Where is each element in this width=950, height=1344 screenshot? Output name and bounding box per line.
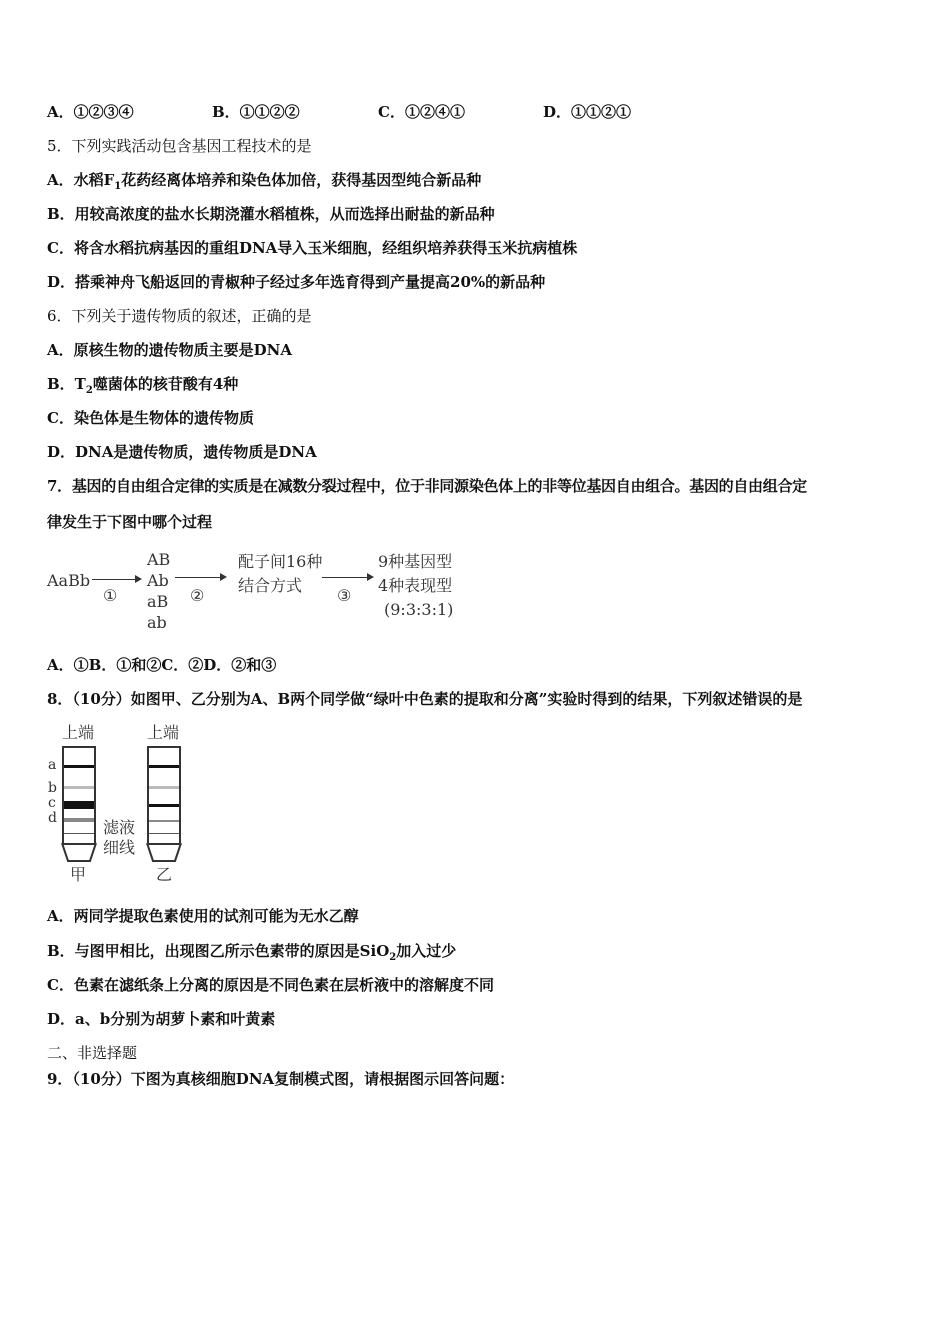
q8-b-text2: 加入过少 xyxy=(396,942,457,960)
q7-stem-line2: 律发生于下图中哪个过程 xyxy=(47,513,213,531)
q8-b-text: B．与图甲相比，出现图乙所示色素带的原因是SiO xyxy=(47,942,390,960)
strip-name: 乙 xyxy=(156,865,173,884)
q6-b-text: B．T xyxy=(47,375,86,393)
q6-option-c: C．染色体是生物体的遗传物质 xyxy=(47,409,254,427)
section-heading: 二、非选择题 xyxy=(47,1044,138,1062)
filter-line-label2: 细线 xyxy=(103,838,136,857)
q6-b-text2: 噬菌体的核苷酸有4种 xyxy=(92,375,239,393)
step-2: ② xyxy=(190,586,205,605)
q5-option-c: C．将含水稻抗病基因的重组DNA导入玉米细胞，经组织培养获得玉米抗病植株 xyxy=(47,239,578,257)
result-line3: (9:3:3:1) xyxy=(384,600,454,619)
q9-stem: 9．（10分）下图为真核细胞DNA复制模式图，请根据图示回答问题： xyxy=(47,1070,515,1088)
q5-option-a xyxy=(47,170,481,197)
q8-stem xyxy=(47,689,802,709)
q5-a-text: A．水稻F xyxy=(47,171,115,189)
q5-option-d: D．搭乘神舟飞船返回的青椒种子经过多年选育得到产量提高20%的新品种 xyxy=(47,273,546,291)
step-1: ① xyxy=(103,586,118,605)
strip-yi xyxy=(147,746,181,845)
q5-stem: 5．下列实践活动包含基因工程技术的是 xyxy=(47,137,312,155)
q4-option-b: B．①①②② xyxy=(212,103,300,121)
q5-option-b: B．用较高浓度的盐水长期浇灌水稻植株，从而选择出耐盐的新品种 xyxy=(47,205,495,223)
filter-line-label1: 滤液 xyxy=(103,818,136,837)
top-label: 上端 xyxy=(147,723,180,742)
q7-options: A．①B．①和②C．②D．②和③ xyxy=(47,656,277,674)
gamete: AB xyxy=(147,550,171,569)
q4-option-a: A．①②③④ xyxy=(47,103,134,121)
q8-option-d: D．a、b分别为胡萝卜素和叶黄素 xyxy=(47,1010,276,1028)
gamete: aB xyxy=(147,592,169,611)
q4-option-c: C．①②④① xyxy=(378,103,465,121)
gamete: ab xyxy=(147,613,167,632)
band-label: b xyxy=(48,780,57,796)
combo-line2: 结合方式 xyxy=(238,576,303,595)
q8-b-sub: 2 xyxy=(389,952,397,963)
q6-b-sub: 2 xyxy=(85,385,93,396)
band-label: c xyxy=(48,795,56,811)
strip-name: 甲 xyxy=(70,865,87,884)
q8-option-c: C．色素在滤纸条上分离的原因是不同色素在层析液中的溶解度不同 xyxy=(47,976,494,994)
strip-jia xyxy=(62,746,96,845)
band-label: a xyxy=(48,757,57,773)
result-line2: 4种表现型 xyxy=(378,576,453,595)
step-3: ③ xyxy=(337,586,352,605)
q4-option-d: D．①①②① xyxy=(543,103,632,121)
q8-stem-text: 8．（10分）如图甲、乙分别为A、B两个同学做“绿叶中色素的提取和分离”实验时得到的结果，下列叙述错误的是 xyxy=(47,690,803,708)
band-label: d xyxy=(48,810,57,826)
arrow-icon xyxy=(322,577,372,578)
top-label: 上端 xyxy=(62,723,95,742)
q6-stem: 6．下列关于遗传物质的叙述，正确的是 xyxy=(47,307,312,325)
arrow-icon xyxy=(92,579,140,580)
parent-genotype: AaBb xyxy=(47,571,91,590)
q6-option-d: D．DNA是遗传物质，遗传物质是DNA xyxy=(47,443,317,461)
q8-option-b xyxy=(47,941,456,968)
q7-stem-line1: 7．基因的自由组合定律的实质是在减数分裂过程中，位于非同源染色体上的非等位基因自由组合。基因的自由组合定 xyxy=(47,477,807,495)
result-line1: 9种基因型 xyxy=(378,552,453,571)
q5-a-text2: 花药经离体培养和染色体加倍，获得基因型纯合新品种 xyxy=(121,171,482,189)
arrow-icon xyxy=(175,577,225,578)
combo-line1: 配子间16种 xyxy=(238,552,323,571)
q6-option-b xyxy=(47,374,238,401)
q8-option-a: A．两同学提取色素使用的试剂可能为无水乙醇 xyxy=(47,907,359,925)
gamete: Ab xyxy=(147,571,169,590)
q5-a-sub: 1 xyxy=(114,181,122,192)
q6-option-a: A．原核生物的遗传物质主要是DNA xyxy=(47,341,292,359)
